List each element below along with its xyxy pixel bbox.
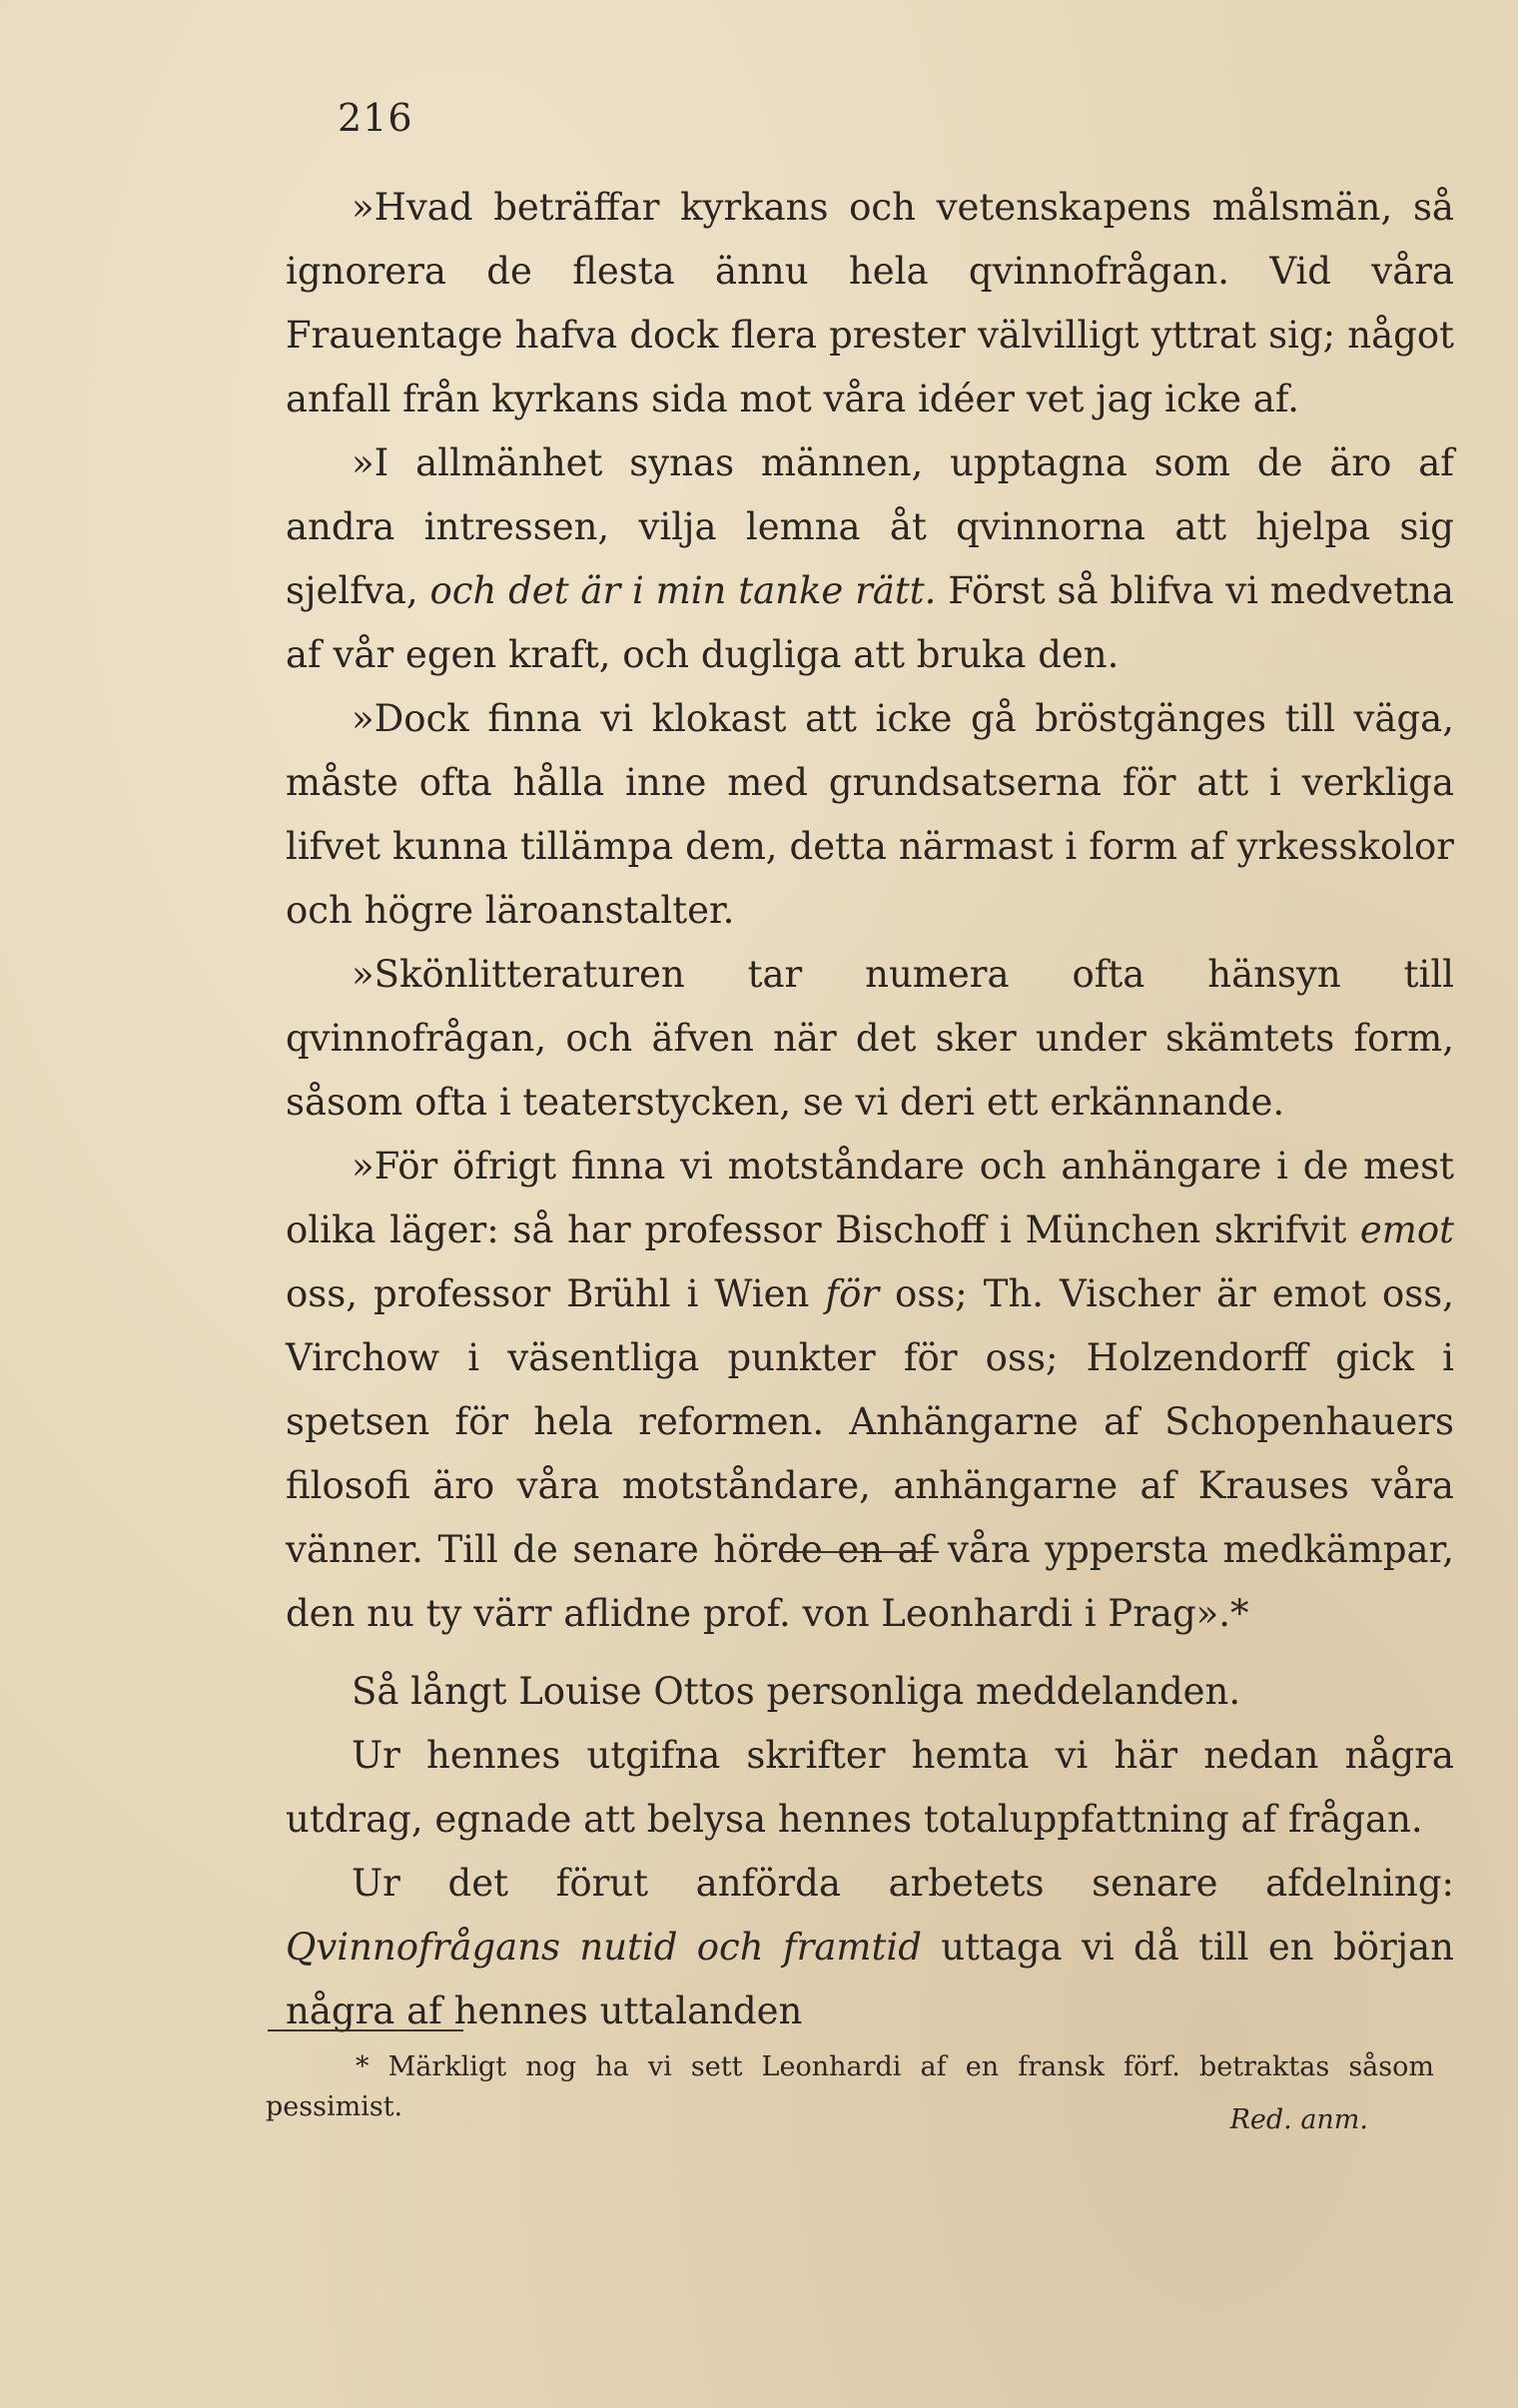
main-text-section-2 [286,1660,1454,2043]
text-run: »Skönlitteraturen tar numera ofta hänsyn till qvinnofrågan, och äfven när det sker under skämtets form, såsom ofta i teaterstycken, se vi deri ett erkännande. [286,953,1454,1124]
italic-text: och det är i min tanke rätt. [429,569,937,612]
footnote-rule [268,2029,463,2031]
footnote-signature: Red. anm. [1229,2104,1368,2135]
text-run: »Hvad beträffar kyrkans och vetenskapens målsmän, så ignorera de flesta ännu hela qvinnofrågan. Vid våra Frauentage hafva dock flera prester välvilligt yttrat sig; något anfall från kyrkans sida mot våra idéer vet jag icke af. [286,186,1454,420]
paragraph [286,1660,1454,1724]
italic-text: Qvinnofrågans nutid och framtid [286,1926,922,1969]
paragraph [286,431,1454,687]
section-divider [783,1551,939,1553]
paragraph [286,1852,1454,2043]
text-run: oss; Th. Vischer är emot oss, Virchow i väsentliga punkter för oss; Holzendorff gick i spetsen för hela reformen. Anhängarne af Schopenhauers filosofi äro våra motståndare, anhängarne af Krauses våra vänner. Till de senare hörde en af våra yppersta medkämpar, den nu ty värr aflidne prof. von Leonhardi i Prag».* [286,1272,1454,1635]
paragraph [286,176,1454,431]
text-run: uttaga vi då till en början några af hennes uttalanden [286,1926,1454,2032]
footnote-marker: * [356,2051,370,2082]
italic-text: för [825,1272,880,1315]
footnote-text: Märkligt nog ha vi sett Leonhardi af en fransk förf. betraktas såsom pessimist. [266,2051,1434,2122]
text-run: Ur hennes utgifna skrifter hemta vi här nedan några utdrag, egnade att belysa hennes totaluppfattning af frågan. [286,1734,1454,1841]
page-number: 216 [338,96,413,140]
paragraph [286,1135,1454,1646]
text-run: »I allmänhet synas männen, upptagna som de äro af andra intressen, vilja lemna åt qvinnorna att hjelpa sig sjelfva, [286,441,1454,612]
text-run: Så långt Louise Ottos personliga meddelanden. [352,1670,1241,1713]
text-run: Ur det förut anförda arbetets senare afdelning: [352,1862,1454,1905]
text-run: oss, professor Brühl i Wien [286,1272,826,1315]
text-run: »För öfrigt finna vi motståndare och anhängare i de mest olika läger: så har professor Bischoff i München skrifvit [286,1145,1454,1251]
paragraph [286,943,1454,1135]
paragraph [286,687,1454,943]
italic-text: emot [1359,1208,1454,1251]
text-run: »Dock finna vi klokast att icke gå bröstgänges till väga, måste ofta hålla inne med grundsatserna för att i verkliga lifvet kunna tillämpa dem, detta närmast i form af yrkesskolor och högre läroanstalter. [286,697,1454,932]
paragraph [286,1724,1454,1852]
main-text-section-1 [286,176,1454,1646]
text-run: Först så blifva vi medvetna af vår egen kraft, och dugliga att bruka den. [286,569,1454,676]
